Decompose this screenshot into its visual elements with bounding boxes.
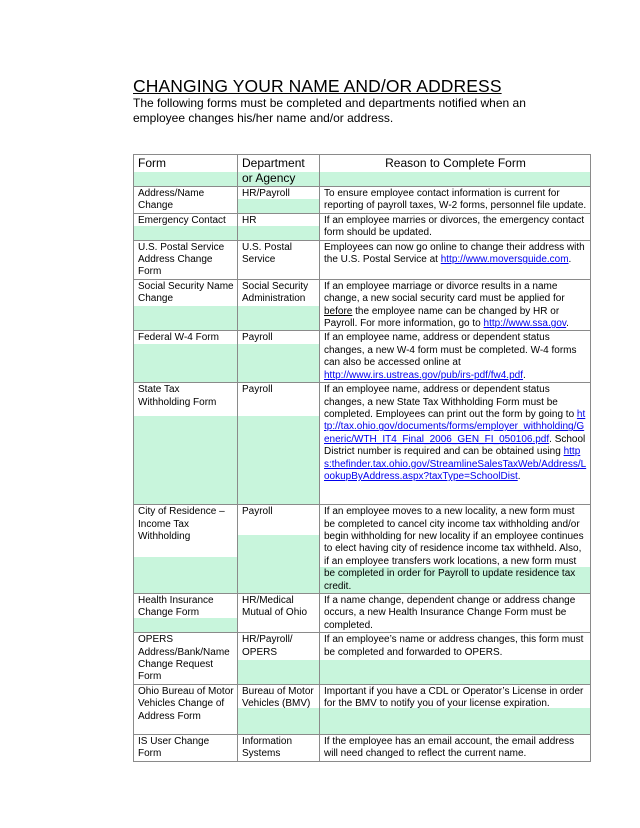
table-row	[134, 684, 591, 734]
table-row	[134, 505, 591, 594]
reason-cell: If a name change, dependent change or address change occurs, a new Health Insurance Change Form must be completed.	[320, 593, 591, 632]
table-header-row	[134, 155, 591, 187]
form-cell: Ohio Bureau of Motor Vehicles Change of Address Form	[134, 684, 238, 734]
department-cell: HR/Payroll	[238, 187, 320, 214]
department-cell: Bureau of Motor Vehicles (BMV)	[238, 684, 320, 734]
table-row	[134, 593, 591, 632]
form-cell: IS User Change Form	[134, 734, 238, 761]
header-reason: Reason to Complete Form	[320, 155, 591, 187]
ohio-tax-form-link[interactable]: http://tax.ohio.gov/documents/forms/employer_withholding/Generic/WTH_IT4_Final_2006_GEN_FI_050106.pdf	[324, 408, 586, 445]
form-cell: Social Security Name Change	[134, 279, 238, 331]
reason-cell: If an employee marries or divorces, the emergency contact form should be updated.	[320, 213, 591, 240]
department-cell: Social Security Administration	[238, 279, 320, 331]
table-row	[134, 279, 591, 331]
form-cell: U.S. Postal Service Address Change Form	[134, 240, 238, 279]
reason-cell: To ensure employee contact information is current for reporting of payroll taxes, W-2 forms, personnel file update.	[320, 187, 591, 214]
department-cell: U.S. Postal Service	[238, 240, 320, 279]
table-row	[134, 213, 591, 240]
ssa-link[interactable]: http://www.ssa.gov	[483, 318, 567, 330]
department-cell: HR/Medical Mutual of Ohio	[238, 593, 320, 632]
department-cell: HR	[238, 213, 320, 240]
moversguide-link[interactable]: http://www.moversguide.com	[440, 254, 569, 266]
forms-table	[133, 154, 591, 762]
form-cell: State Tax Withholding Form	[134, 383, 238, 505]
form-cell: Health Insurance Change Form	[134, 593, 238, 632]
department-cell: HR/Payroll/ OPERS	[238, 633, 320, 685]
irs-w4-link[interactable]: http://www.irs.ustreas.gov/pub/irs-pdf/fw4.pdf	[324, 369, 523, 381]
form-cell: Address/Name Change	[134, 187, 238, 214]
form-cell: Federal W-4 Form	[134, 331, 238, 383]
intro-paragraph: The following forms must be completed and departments notified when an employee changes his/her name and/or address.	[133, 96, 526, 125]
department-cell: Payroll	[238, 383, 320, 505]
reason-cell: If the employee has an email account, the email address will need changed to reflect the current name.	[320, 734, 591, 761]
table-row	[134, 240, 591, 279]
header-form: Form	[134, 155, 238, 187]
reason-cell: If an employee marriage or divorce results in a name change, a new social security card must be applied for before the employee name can be changed by HR or Payroll. For more information, go to http://www.ssa.gov.	[320, 279, 591, 331]
reason-cell: Important if you have a CDL or Operator’s License in order for the BMV to notify you of your license expiration.	[320, 684, 591, 734]
reason-cell: If an employee name, address or dependent status changes, a new State Tax Withholding Form must be completed. Employees can print out the form by going to http://tax.ohio.gov/documents/forms/employer_withholding/Generic/WTH_IT4_Final_2006_GEN_FI_050106.pdf. School District number is required and can be obtained using https:thefinder.tax.ohio.gov/StreamlineSalesTaxWeb/Address/LookupByAddress.aspx?taxType=SchoolDist.	[320, 383, 591, 505]
department-cell: Information Systems	[238, 734, 320, 761]
page-title: CHANGING YOUR NAME AND/OR ADDRESS	[133, 76, 502, 96]
form-cell: Emergency Contact	[134, 213, 238, 240]
reason-cell: Employees can now go online to change their address with the U.S. Postal Service at http://www.moversguide.com.	[320, 240, 591, 279]
table-row	[134, 633, 591, 685]
department-cell: Payroll	[238, 505, 320, 594]
table-row	[134, 734, 591, 761]
reason-cell: If an employee name, address or dependent status changes, a new W-4 form must be completed. W-4 forms can also be accessed online at http://www.irs.ustreas.gov/pub/irs-pdf/fw4.pdf.	[320, 331, 591, 383]
table-row	[134, 187, 591, 214]
table-row	[134, 383, 591, 505]
department-cell: Payroll	[238, 331, 320, 383]
form-cell: OPERS Address/Bank/Name Change Request Form	[134, 633, 238, 685]
form-cell: City of Residence – Income Tax Withholding	[134, 505, 238, 594]
reason-cell: If an employee moves to a new locality, a new form must be completed to cancel city income tax withholding and/or begin withholding for new locality if an employee continues to elect having city of residence income tax withheld. Also, if an employee transfers work locations, a new form must be completed in order for Payroll to update residence tax credit.	[320, 505, 591, 594]
ohio-school-district-link[interactable]: https:thefinder.tax.ohio.gov/StreamlineSalesTaxWeb/Address/LookupByAddress.aspx?taxType=SchoolDist	[324, 446, 587, 482]
reason-cell: If an employee’s name or address changes, this form must be completed and forwarded to OPERS.	[320, 633, 591, 685]
header-department: Department or Agency	[238, 155, 320, 187]
table-row	[134, 331, 591, 383]
